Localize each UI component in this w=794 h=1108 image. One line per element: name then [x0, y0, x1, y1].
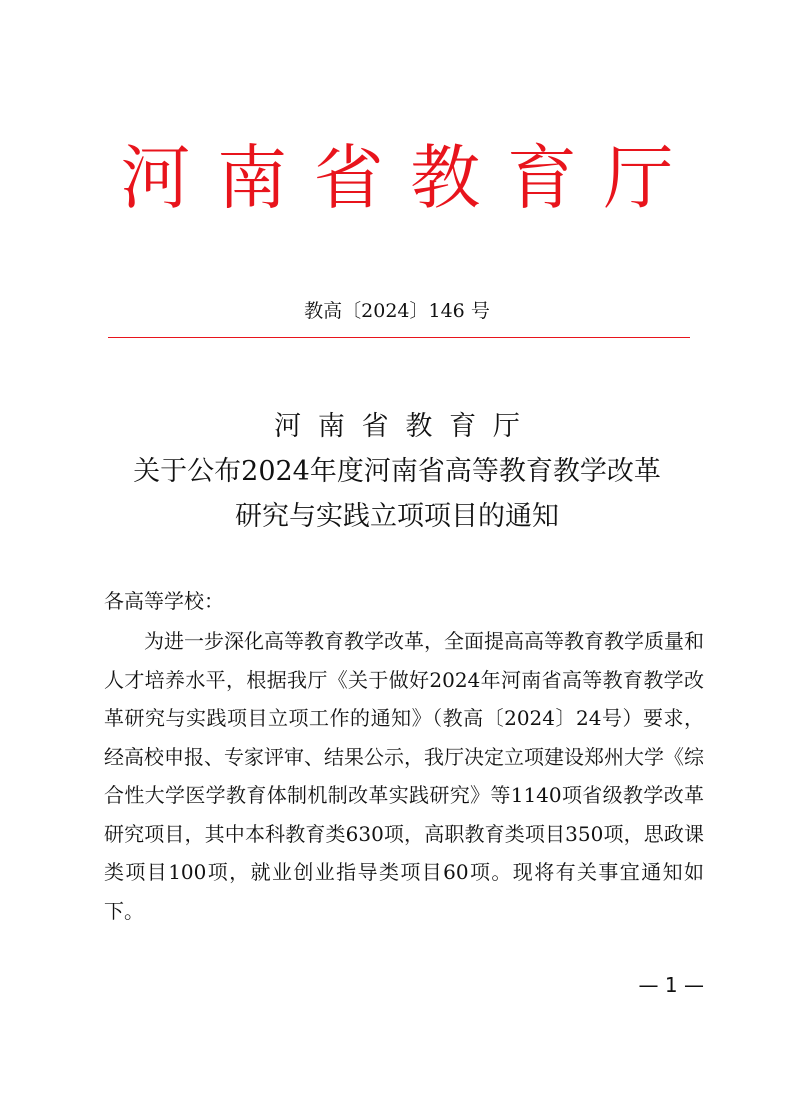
- masthead-title: 河南省教育厅: [120, 137, 701, 219]
- document-number: 教高〔2024〕146 号: [304, 300, 490, 322]
- page-number: — 1 —: [638, 973, 704, 997]
- title-subject-line-2: 研究与实践立项项目的通知: [235, 501, 559, 532]
- title-issuer-line: 河南省教育厅: [274, 411, 537, 442]
- red-divider-line: [108, 337, 690, 338]
- notice-title: [0, 404, 794, 539]
- title-subject-line: 关于公布2024年度河南省高等教育教学改革: [133, 456, 661, 487]
- salutation: 各高等学校：: [104, 589, 224, 613]
- body-paragraph: 为进一步深化高等教育教学改革，全面提高高等教育教学质量和人才培养水平，根据我厅《关于做好2024年河南省高等教育教学改革研究与实践项目立项工作的通知》（教高〔2024〕24号）要求，经高校申报、专家评审、结果公示，我厅决定立项建设郑州大学《综合性大学医学教育体制机制改革实践研究》等1140项省级教学改革研究项目，其中本科教育类630项，高职教育类项目350项，思政课类项目100项，就业创业指导类项目60项。现将有关事宜通知如下。: [104, 629, 704, 923]
